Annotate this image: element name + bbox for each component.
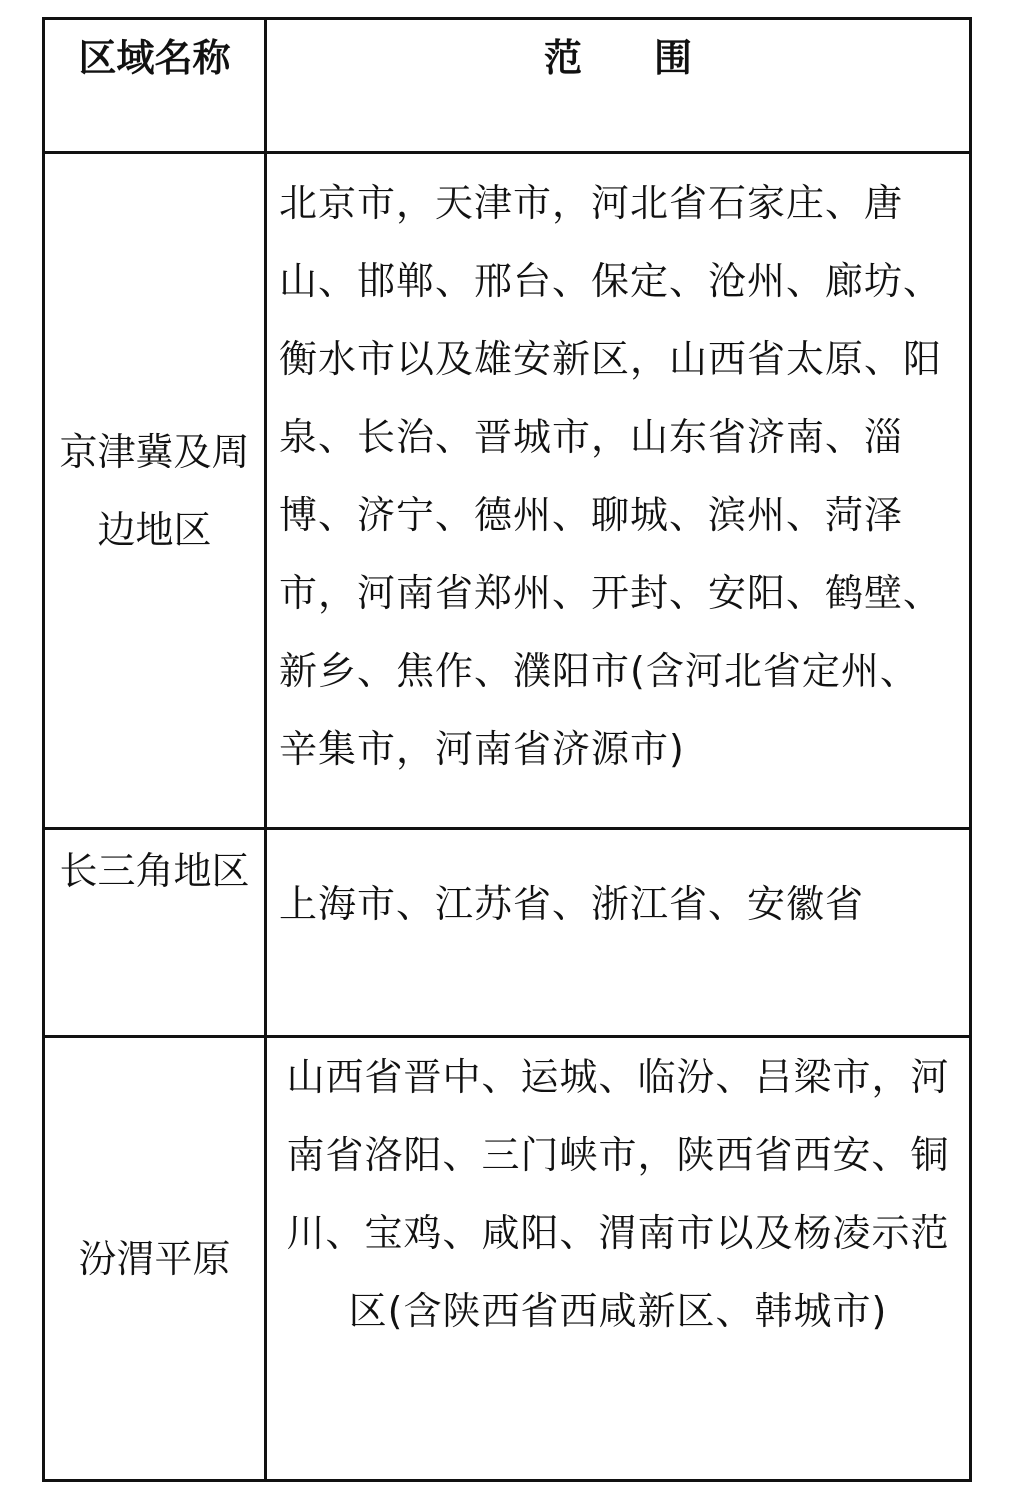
region-range-cell: 山西省晋中、运城、临汾、吕梁市，河南省洛阳、三门峡市，陕西省西安、铜川、宝鸡、咸阳、渭南市以及杨凌示范区(含陕西省西咸新区、韩城市) <box>266 1037 971 1481</box>
header-region-name: 区域名称 <box>44 19 266 153</box>
region-name-cell: 汾渭平原 <box>44 1037 266 1481</box>
table-row <box>44 829 971 1037</box>
header-range-label: 范围 <box>543 36 764 80</box>
header-range <box>266 19 971 153</box>
region-range-cell: 北京市，天津市，河北省石家庄、唐山、邯郸、邢台、保定、沧州、廊坊、衡水市以及雄安新区，山西省太原、阳泉、长治、晋城市，山东省济南、淄博、济宁、德州、聊城、滨州、菏泽市，河南省郑州、开封、安阳、鹤壁、新乡、焦作、濮阳市(含河北省定州、辛集市，河南省济源市) <box>266 153 971 829</box>
region-range-cell: 上海市、江苏省、浙江省、安徽省 <box>266 829 971 1037</box>
region-scope-table <box>42 17 972 1482</box>
region-name-cell: 长三角地区 <box>44 829 266 1037</box>
table-row <box>44 153 971 829</box>
table-row <box>44 1037 971 1481</box>
table-header-row <box>44 19 971 153</box>
region-name-cell: 京津冀及周边地区 <box>44 153 266 829</box>
